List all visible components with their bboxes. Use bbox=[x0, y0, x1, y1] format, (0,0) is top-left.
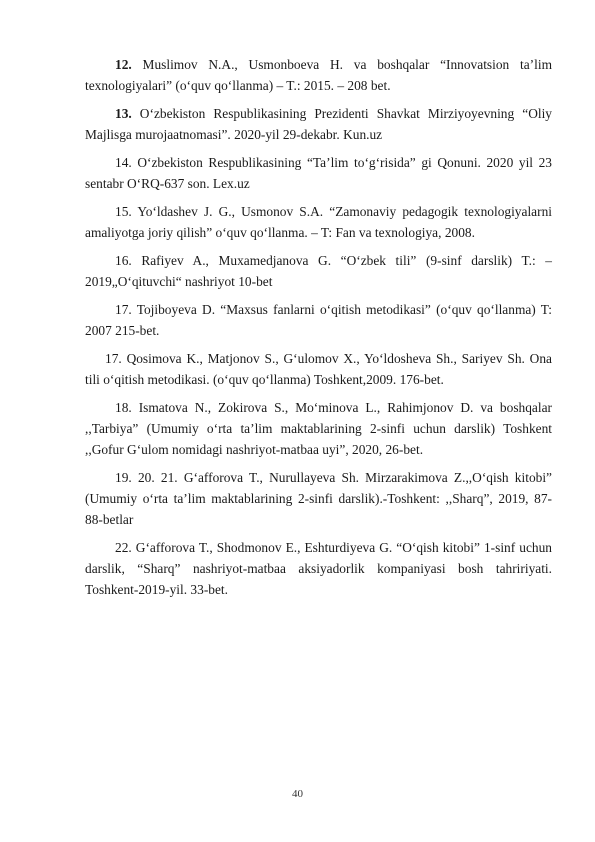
reference-number: 13. bbox=[115, 106, 132, 121]
reference-item-22 bbox=[85, 537, 552, 600]
reference-text: 14. O‘zbekiston Respublikasining “Ta’lim to‘g‘risida” gi Qonuni. 2020 yil 23 sentabr O‘RQ-637 son. Lex.uz bbox=[85, 155, 552, 191]
reference-text: 22. G‘afforova T., Shodmonov E., Eshturdiyeva G. “O‘qish kitobi” 1-sinf uchun darslik, “Sharq” nashriyot-matbaa aksiyadorlik kompaniyasi bosh tahririyati. Toshkent-2019-yil. 33-bet. bbox=[85, 540, 552, 597]
reference-text: Muslimov N.A., Usmonboeva H. va boshqalar “Innovatsion ta’lim texnologiyalari” (o‘quv qo‘llanma) – T.: 2015. – 208 bet. bbox=[85, 57, 552, 93]
reference-item-17a bbox=[85, 299, 552, 341]
reference-text: 16. Rafiyev A., Muxamedjanova G. “O‘zbek tili” (9-sinf darslik) T.: – 2019„O‘qituvchi“ nashriyot 10-bet bbox=[85, 253, 552, 289]
reference-item-18 bbox=[85, 397, 552, 460]
reference-text: O‘zbekiston Respublikasining Prezidenti Shavkat Mirziyoyevning “Oliy Majlisga murojaatnomasi”. 2020-yil 29-dekabr. Kun.uz bbox=[85, 106, 552, 142]
reference-text: 19. 20. 21. G‘afforova T., Nurullayeva Sh. Mirzarakimova Z.,,O‘qish kitobi” (Umumiy o‘rta ta’lim maktablarining 2-sinfi darslik).-Toshkent: ,,Sharq”, 2019, 87- 88-betlar bbox=[85, 470, 552, 527]
reference-item-13 bbox=[85, 103, 552, 145]
page-number: 40 bbox=[292, 788, 303, 800]
reference-item-19-21 bbox=[85, 467, 552, 530]
reference-text: 17. Tojiboyeva D. “Maxsus fanlarni o‘qitish metodikasi” (o‘quv qo‘llanma) T: 2007 215-bet. bbox=[85, 302, 552, 338]
reference-number: 12. bbox=[115, 57, 132, 72]
reference-item-12 bbox=[85, 54, 552, 96]
reference-item-14 bbox=[85, 152, 552, 194]
reference-text: 15. Yo‘ldashev J. G., Usmonov S.A. “Zamonaviy pedagogik texnologiyalarni amaliyotga joriy qilish” o‘quv qo‘llanma. – T: Fan va texnologiya, 2008. bbox=[85, 204, 552, 240]
reference-text: 18. Ismatova N., Zokirova S., Mo‘minova L., Rahimjonov D. va boshqalar ,,Tarbiya” (Umumiy o‘rta ta’lim maktablarining 2-sinfi uchun darslik) Toshkent ,,Gofur G‘ulom nomidagi nashriyot-matbaa uyi”, 2020, 26-bet. bbox=[85, 400, 552, 457]
reference-text: 17. Qosimova K., Matjonov S., G‘ulomov X., Yo‘ldosheva Sh., Sariyev Sh. Ona tili o‘qitish metodikasi. (o‘quv qo‘llanma) Toshkent,2009. 176-bet. bbox=[85, 351, 552, 387]
reference-item-16 bbox=[85, 250, 552, 292]
reference-list bbox=[85, 54, 552, 607]
reference-item-17b bbox=[85, 348, 552, 390]
reference-item-15 bbox=[85, 201, 552, 243]
